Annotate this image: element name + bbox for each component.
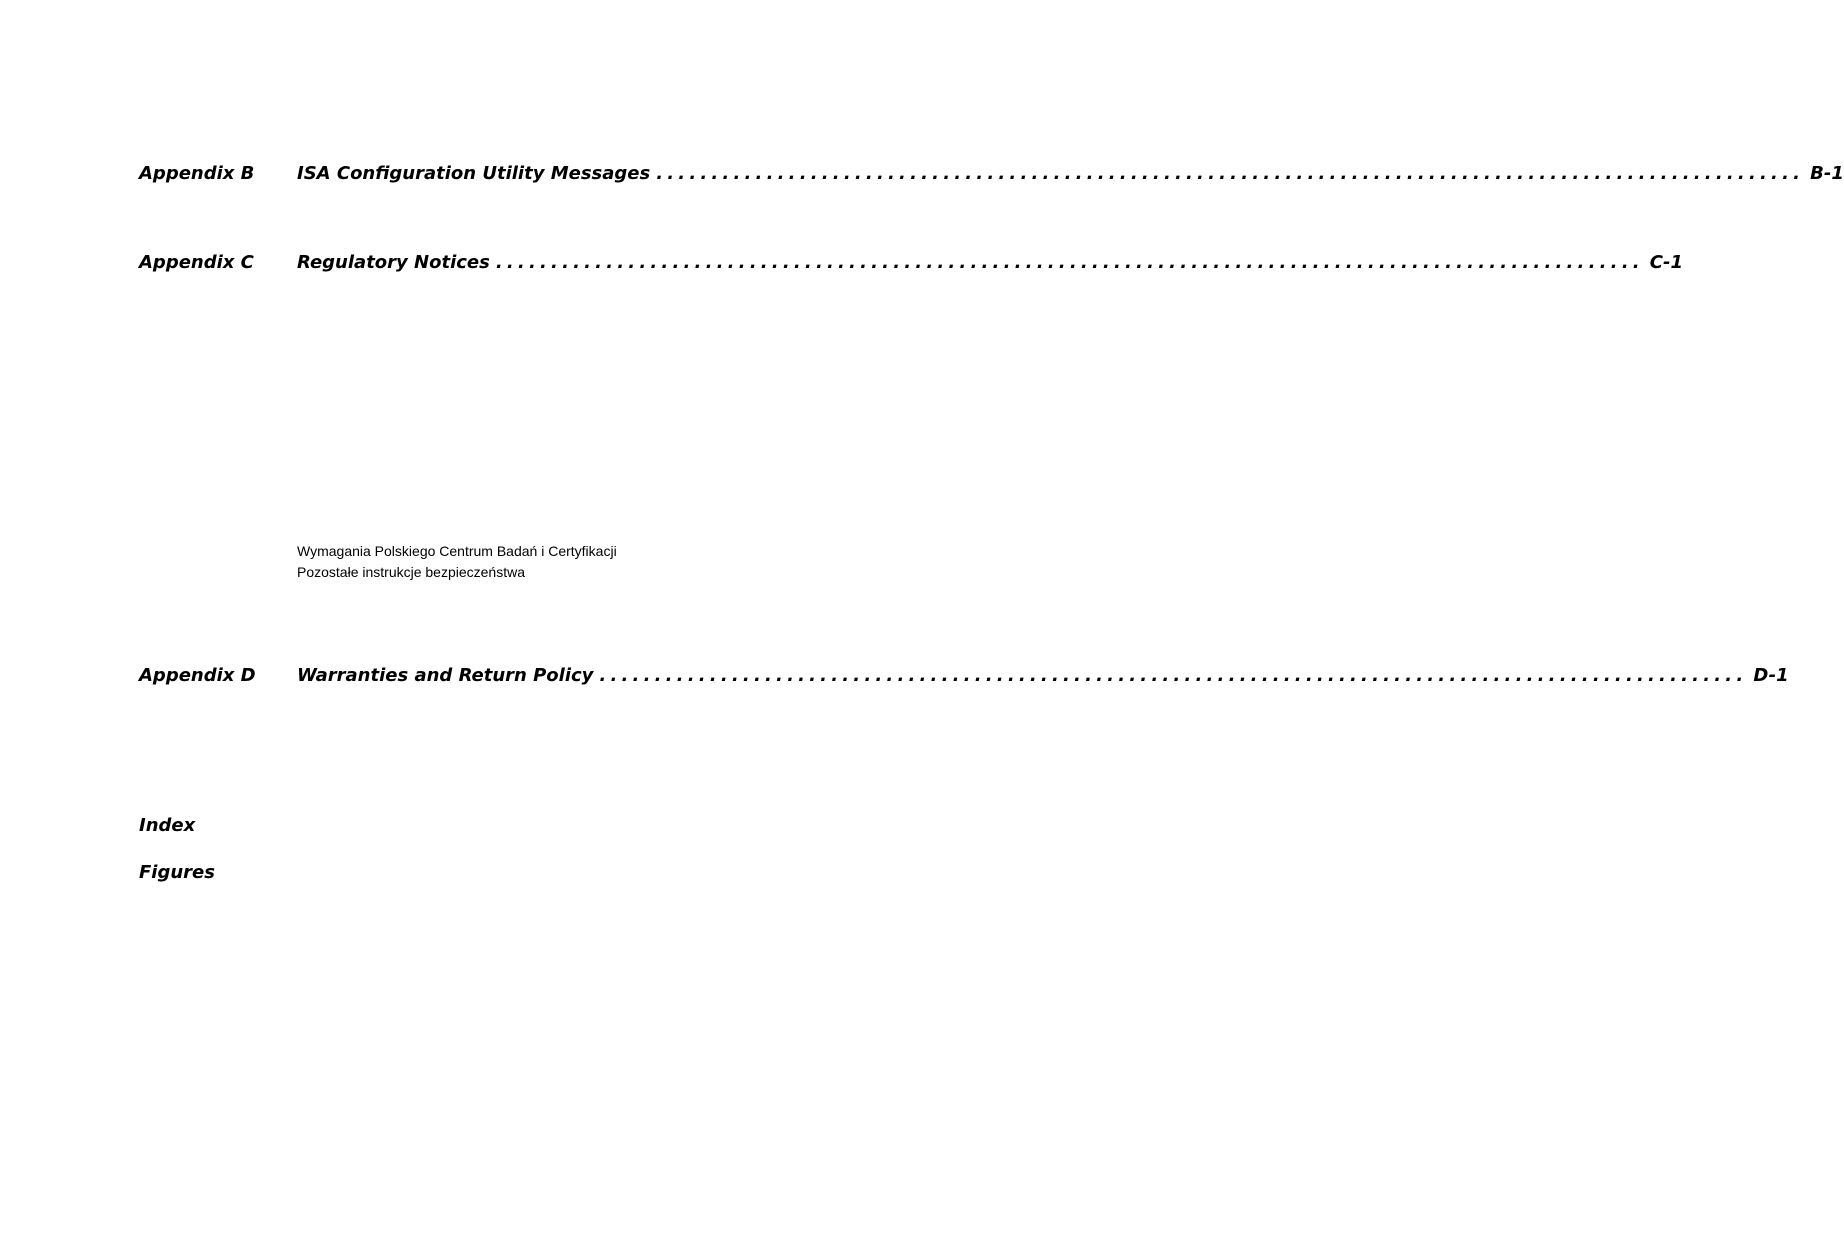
toc-entry-title: ISA Configuration Utility Messages [297, 163, 651, 184]
toc-entry-title: Warranties and Return Policy [297, 665, 594, 686]
toc-entry-page: D-1 [1753, 665, 1789, 686]
toc-entry-appendix-d [139, 664, 1789, 688]
toc-entry-line [297, 251, 1684, 275]
dot-leader: ........................................................................................................ [599, 665, 1748, 686]
index-heading: Index [139, 815, 196, 836]
toc-entry-title: Regulatory Notices [297, 252, 490, 273]
figures-heading: Figures [139, 862, 215, 883]
toc-entry-label: Appendix B [139, 163, 255, 184]
toc-entry-page: B-1 [1810, 163, 1844, 184]
dot-leader: ........................................................................................................ [656, 163, 1805, 184]
toc-subitem: Wymagania Polskiego Centrum Badań i Certyfikacji [297, 543, 617, 559]
toc-entry-page: C-1 [1649, 252, 1684, 273]
toc-subitem: Pozostałe instrukcje bezpieczeństwa [297, 564, 526, 580]
toc-entry-appendix-b [139, 162, 1844, 186]
dot-leader: ........................................................................................................ [495, 252, 1644, 273]
toc-entry-line [297, 162, 1844, 186]
toc-entry-label: Appendix C [139, 252, 254, 273]
toc-entry-line [297, 664, 1789, 688]
appendix-c-subitems [297, 541, 617, 583]
toc-entry-appendix-c [139, 251, 1684, 275]
toc-entry-label: Appendix D [139, 665, 256, 686]
